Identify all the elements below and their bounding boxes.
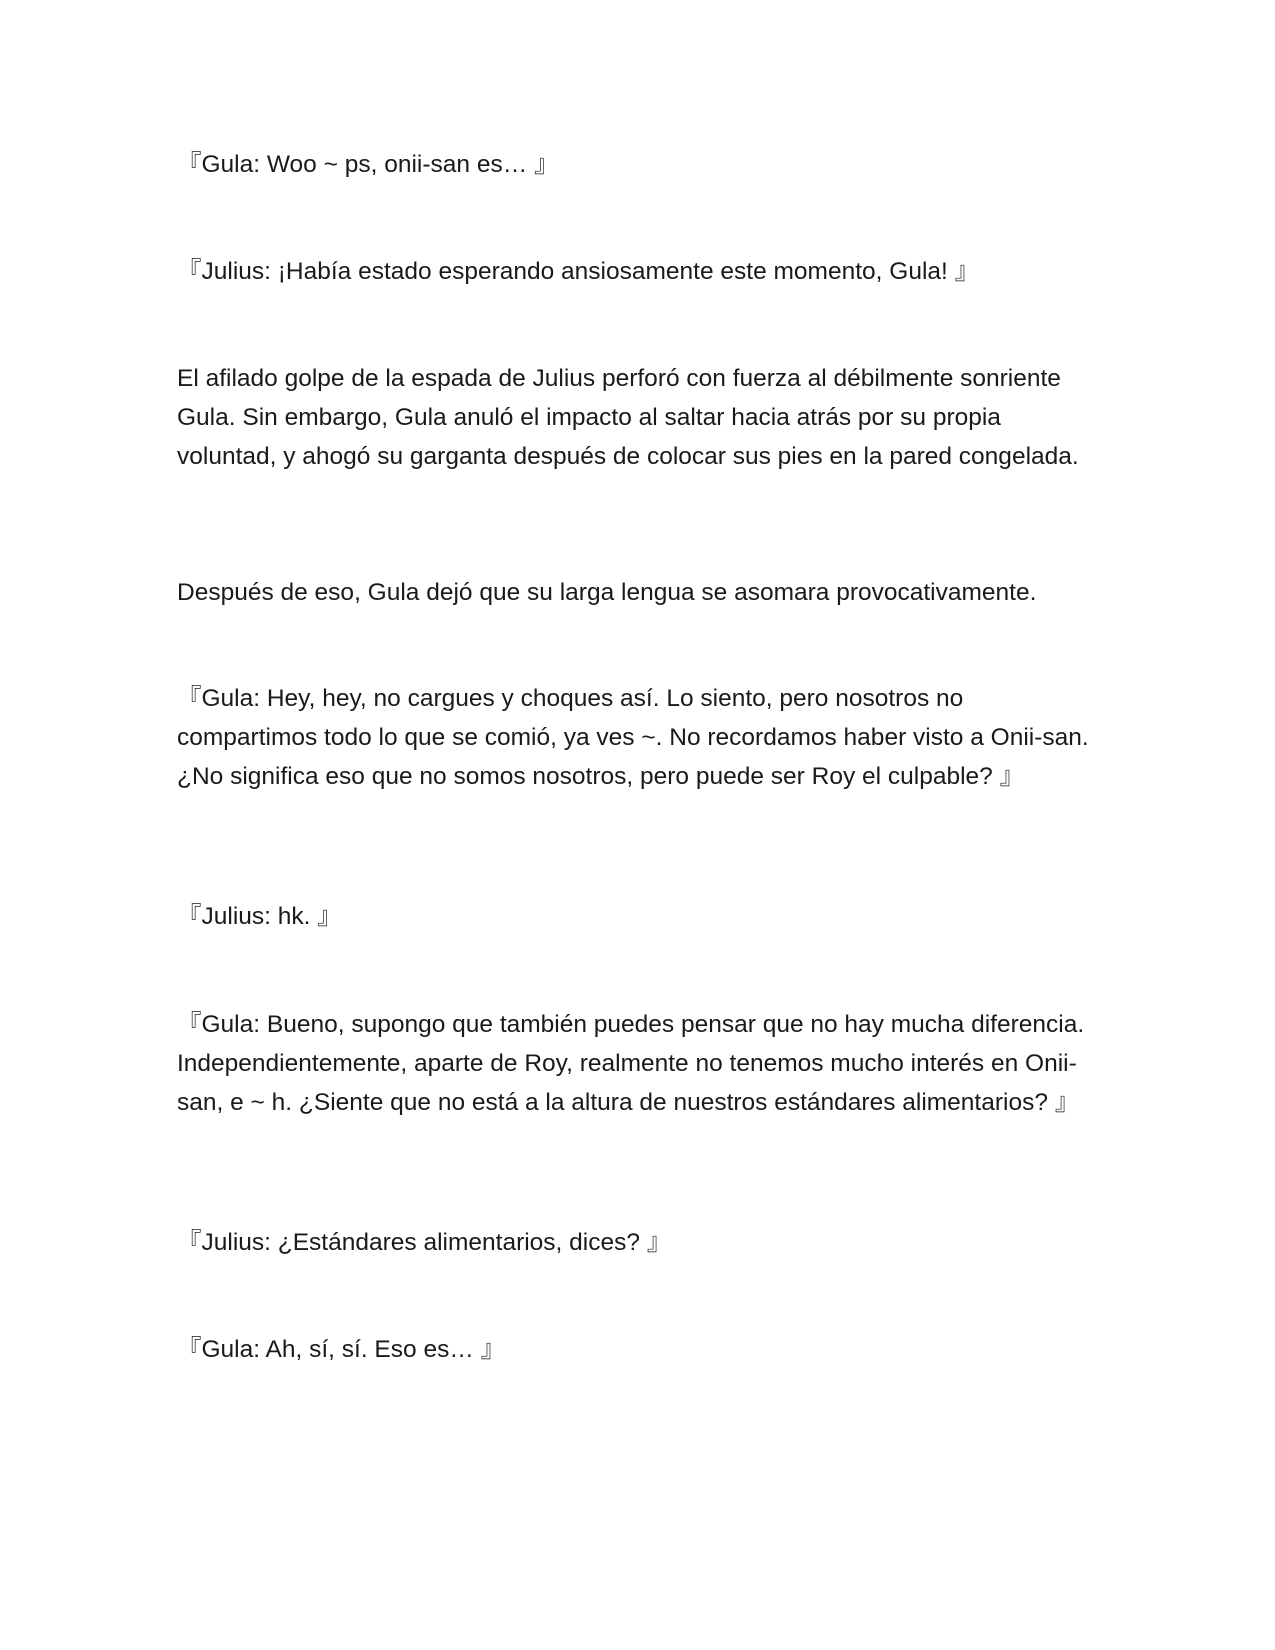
paragraph-2: 『Julius: ¡Había estado esperando ansiosamente este momento, Gula! 』 — [177, 258, 980, 285]
paragraph-1: 『Gula: Woo ~ ps, onii-san es… 』 — [177, 151, 559, 178]
paragraph-9: 『Gula: Ah, sí, sí. Eso es… 』 — [177, 1336, 506, 1363]
paragraph-7: 『Gula: Bueno, supongo que también puedes pensar que no hay mucha diferencia. Independientemente, aparte de Roy, realmente no tenemos mucho interés en Onii-san, e ~ h. ¿Siente que no está a la altura de nuestros estándares alimentarios? 』 — [177, 1011, 1085, 1116]
paragraph-3: El afilado golpe de la espada de Julius perforó con fuerza al débilmente sonriente Gula. Sin embargo, Gula anuló el impacto al saltar hacia atrás por su propia voluntad, y ahogó su garganta después de colocar sus pies en la pared congelada. — [177, 365, 1079, 470]
paragraph-5: 『Gula: Hey, hey, no cargues y choques así. Lo siento, pero nosotros no compartimos todo lo que se comió, ya ves ~. No recordamos haber visto a Onii-san. ¿No significa eso que no somos nosotros, pero puede ser Roy el culpable? 』 — [177, 685, 1089, 790]
paragraph-4: Después de eso, Gula dejó que su larga lengua se asomara provocativamente. — [177, 579, 1037, 606]
paragraph-8: 『Julius: ¿Estándares alimentarios, dices? 』 — [177, 1229, 672, 1256]
paragraph-6: 『Julius: hk. 』 — [177, 903, 342, 930]
